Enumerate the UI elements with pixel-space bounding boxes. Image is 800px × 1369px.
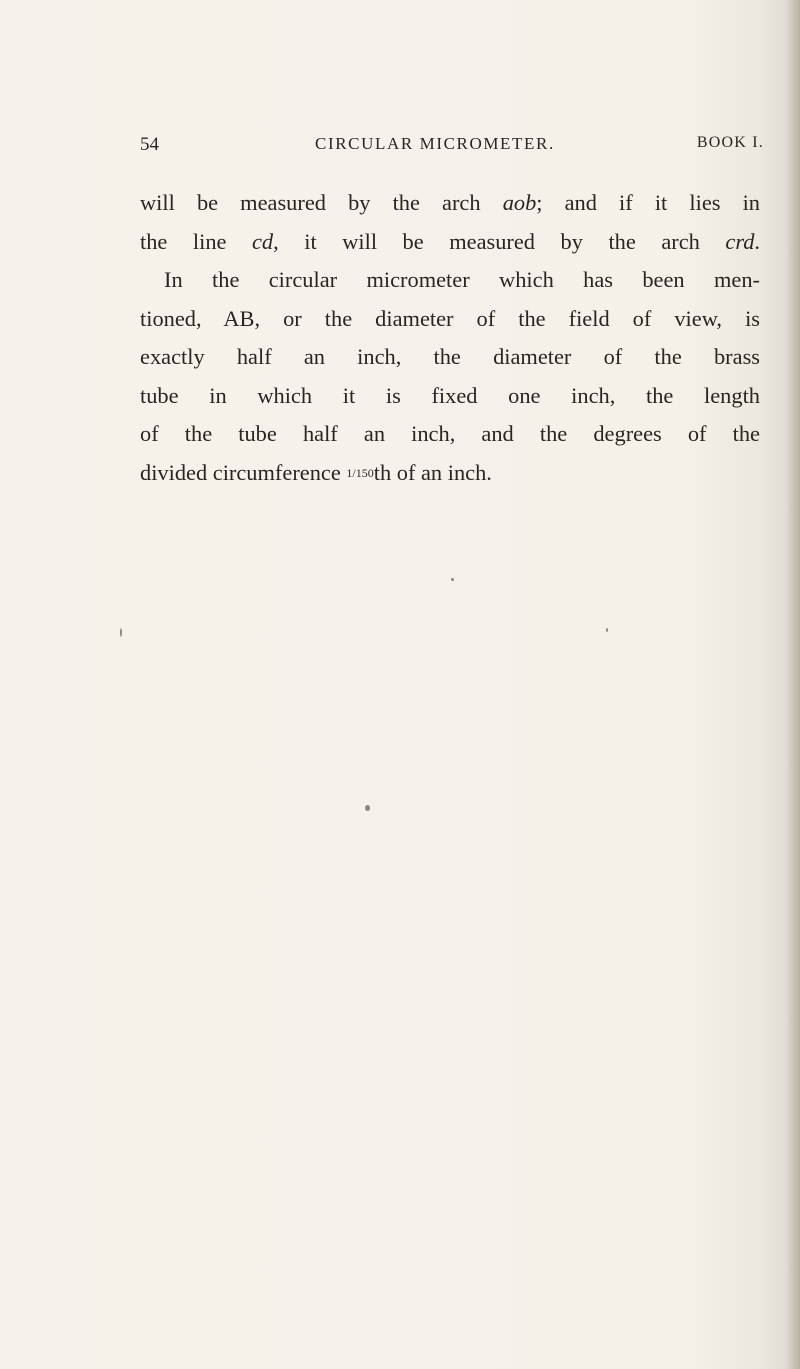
- text-line: the line cd, it will be measured by the arch crd.: [140, 228, 761, 254]
- italic-term: aob: [502, 190, 537, 215]
- page-edge-shadow: [786, 0, 800, 1369]
- text-line: of the tube half an inch, and the degrees of the: [140, 421, 760, 446]
- text-line: divided circumference 1/150th of an inch.: [140, 459, 492, 485]
- text-line: will be measured by the arch aob; and if it lies in: [140, 190, 760, 215]
- text-line: tube in which it is fixed one inch, the length: [140, 382, 760, 408]
- book-label: BOOK I.: [696, 134, 764, 151]
- italic-term: crd: [725, 228, 755, 254]
- paper-speck: [451, 578, 454, 581]
- page-number: 54: [140, 134, 159, 155]
- text-line: exactly half an inch, the diameter of the brass: [140, 344, 760, 369]
- body-text: [140, 184, 760, 492]
- text-line: tioned, AB, or the diameter of the field of view, is: [140, 305, 760, 331]
- paragraph-start-line: In the circular micrometer which has been men-: [164, 267, 760, 292]
- paper-speck: [365, 805, 370, 811]
- paper-speck: [606, 628, 608, 632]
- fraction: 1/150: [346, 465, 374, 480]
- italic-term: cd: [251, 228, 274, 254]
- running-title: CIRCULAR MICROMETER.: [315, 134, 555, 153]
- paper-speck: [120, 628, 122, 637]
- running-header: [140, 134, 770, 164]
